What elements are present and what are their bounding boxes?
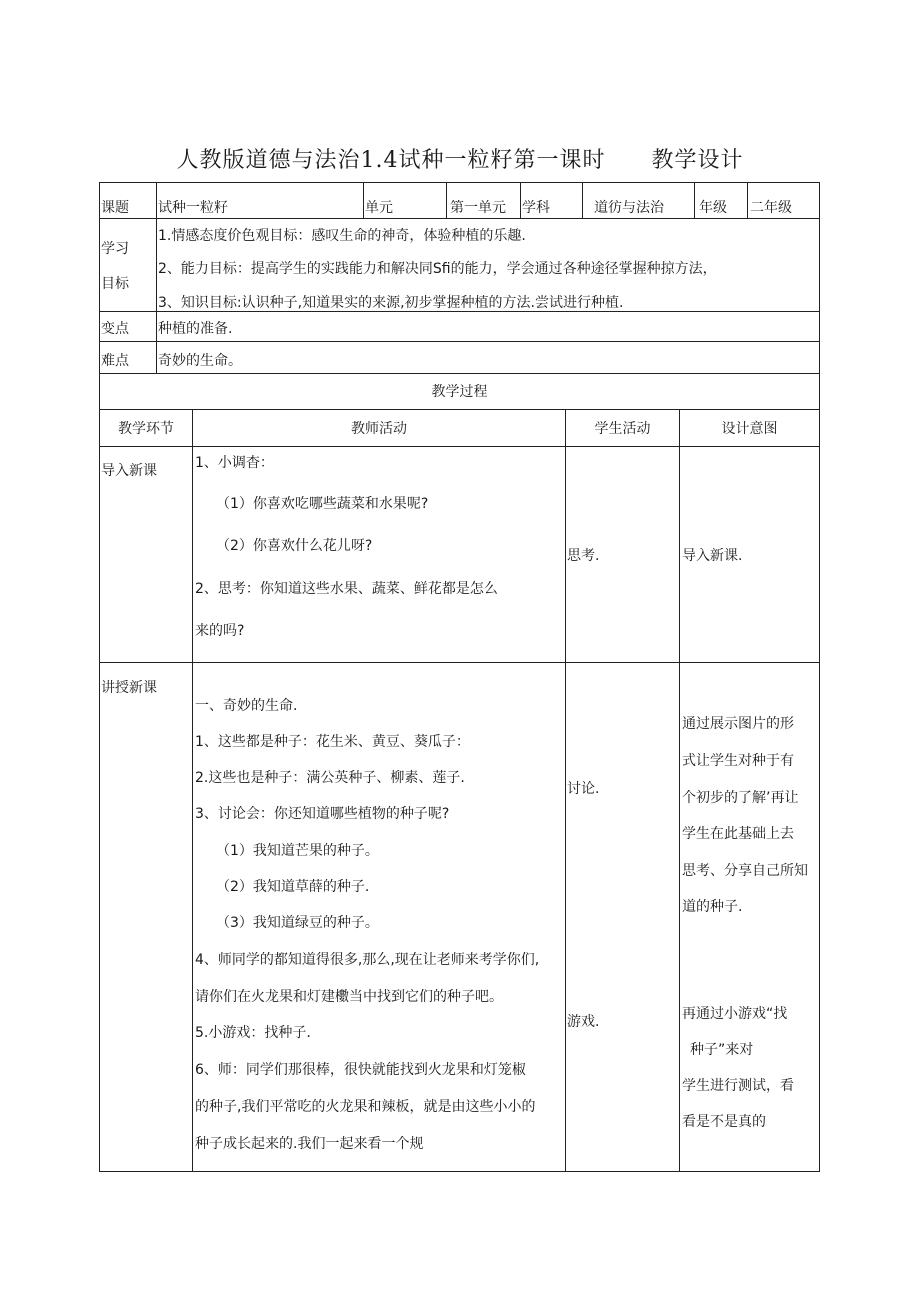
subject-label: 学科 xyxy=(522,200,550,216)
col-divider xyxy=(363,182,364,218)
intro-stage: 导入新课 xyxy=(101,463,157,479)
key-point-label: 变点 xyxy=(101,321,129,337)
lecture-intent-line: 种子”来对 xyxy=(690,1042,754,1058)
row-divider xyxy=(99,409,820,410)
row-divider xyxy=(99,341,820,342)
lecture-intent-line: 通过展示图片的形 xyxy=(682,716,794,732)
row-divider xyxy=(99,218,820,219)
row-divider xyxy=(99,662,820,663)
goal-item: 2、能力目标：提高学生的实践能力和解决同Sfi的能力，学会通过各种途径掌握种掠方法， xyxy=(158,261,717,277)
lecture-intent-line: 学生进行测试，看 xyxy=(682,1078,794,1094)
grade-value: 二年级 xyxy=(750,200,792,216)
subject-value: 道彷与法治 xyxy=(594,200,664,216)
col-divider xyxy=(747,182,748,218)
grade-label: 年级 xyxy=(699,200,727,216)
process-heading: 教学过程 xyxy=(431,384,488,400)
col-divider xyxy=(520,182,521,218)
lecture-teacher-line: （3）我知道绿豆的种子。 xyxy=(216,915,379,931)
col-divider xyxy=(582,182,583,218)
lecture-stage: 讲授新课 xyxy=(101,680,157,696)
lecture-teacher-line: 4、师同学的都知道得很多,那么,现在让老师来考学你们, xyxy=(195,952,540,968)
lecture-teacher-line: （1）我知道芒果的种子。 xyxy=(216,843,379,859)
lecture-intent-line: 个初步的了解’再让 xyxy=(682,790,799,806)
intro-student: 思考. xyxy=(567,548,600,564)
table-border-right xyxy=(819,182,820,1172)
intro-teacher-line: 2、思考：你知道这些水果、蔬菜、鲜花都是怎么 xyxy=(195,581,498,597)
lecture-intent-line: 道的种子. xyxy=(682,899,743,915)
lecture-teacher-line: 3、讨论会：你还知道哪些植物的种子呢? xyxy=(195,806,450,822)
goal-item: 3、知识目标:认识种子,知道果实的来源,初步掌握种植的方法.尝试进行种植. xyxy=(158,295,624,311)
lecture-teacher-line: 一、奇妙的生命. xyxy=(195,698,298,714)
intro-intent: 导入新课. xyxy=(682,548,743,564)
lecture-intent-line: 式让学生对种于有 xyxy=(682,753,794,769)
difficulty-value: 奇妙的生命。 xyxy=(158,353,242,369)
unit-value: 第一单元 xyxy=(450,200,506,216)
col-divider xyxy=(156,182,157,373)
col-divider xyxy=(446,182,447,218)
lecture-teacher-line: （2）我知道草薛的种子. xyxy=(216,879,370,895)
col-divider xyxy=(565,409,566,1172)
lecture-student: 游戏. xyxy=(567,1014,600,1030)
lesson-label: 课题 xyxy=(101,200,129,216)
table-border-top xyxy=(99,182,820,183)
lecture-teacher-line: 6、师：同学们那很棒，很快就能找到火龙果和灯笼椒 xyxy=(195,1062,526,1078)
unit-label: 单元 xyxy=(365,200,393,216)
lecture-student: 讨论. xyxy=(567,781,600,797)
col-header-student: 学生活动 xyxy=(594,421,651,437)
goals-label-line1: 学习 xyxy=(101,241,129,257)
lecture-teacher-line: 1、这些都是种子：花生米、黄豆、葵瓜子： xyxy=(195,734,470,750)
lesson-value: 试种一粒籽 xyxy=(158,200,228,216)
intro-teacher-line: （2）你喜欢什么花儿呀? xyxy=(216,538,373,554)
table-border-left xyxy=(99,182,100,1172)
col-header-teacher: 教师活动 xyxy=(351,421,407,437)
key-point-value: 种植的准备. xyxy=(158,321,233,337)
intro-teacher-line: 来的吗? xyxy=(195,623,245,639)
lecture-intent-line: 看是不是真的 xyxy=(682,1114,766,1130)
lecture-teacher-line: 种子成长起来的.我们一起来看一个规 xyxy=(195,1136,424,1152)
goals-label-line2: 目标 xyxy=(101,276,129,292)
col-header-intent: 设计意图 xyxy=(721,421,778,437)
intro-teacher-line: （1）你喜欢吃哪些蔬菜和水果呢? xyxy=(216,496,429,512)
col-header-stage: 教学环节 xyxy=(118,421,174,437)
goal-item: 1.情感态度价色观目标：感叹生命的神奇，体验种植的乐趣. xyxy=(158,228,526,244)
lecture-teacher-line: 的种子,我们平常吃的火龙果和辣板，就是由这些小小的 xyxy=(195,1099,536,1115)
lecture-intent-line: 学生在此基础上去 xyxy=(682,826,794,842)
col-divider xyxy=(192,409,193,1172)
table-border-bottom xyxy=(99,1171,820,1172)
lecture-teacher-line: 5.小游戏：找种子. xyxy=(195,1025,311,1041)
page-title: 人教版道德与法治1.4试种一粒籽第一课时 教学设计 xyxy=(176,148,744,173)
lecture-teacher-line: 2.这些也是种子：满公英种子、柳素、莲子. xyxy=(195,770,465,786)
col-divider xyxy=(679,409,680,1172)
lecture-intent-line: 思考、分享自己所知 xyxy=(682,863,808,879)
lecture-intent-line: 再通过小游戏“找 xyxy=(682,1006,788,1022)
intro-teacher-line: 1、小调杳： xyxy=(195,455,274,471)
difficulty-label: 难点 xyxy=(101,353,129,369)
lecture-teacher-line: 请你们在火龙果和灯建櫢当中找到它们的种子吧。 xyxy=(195,989,503,1005)
col-divider xyxy=(694,182,695,218)
row-divider xyxy=(99,373,820,374)
row-divider xyxy=(99,446,820,447)
